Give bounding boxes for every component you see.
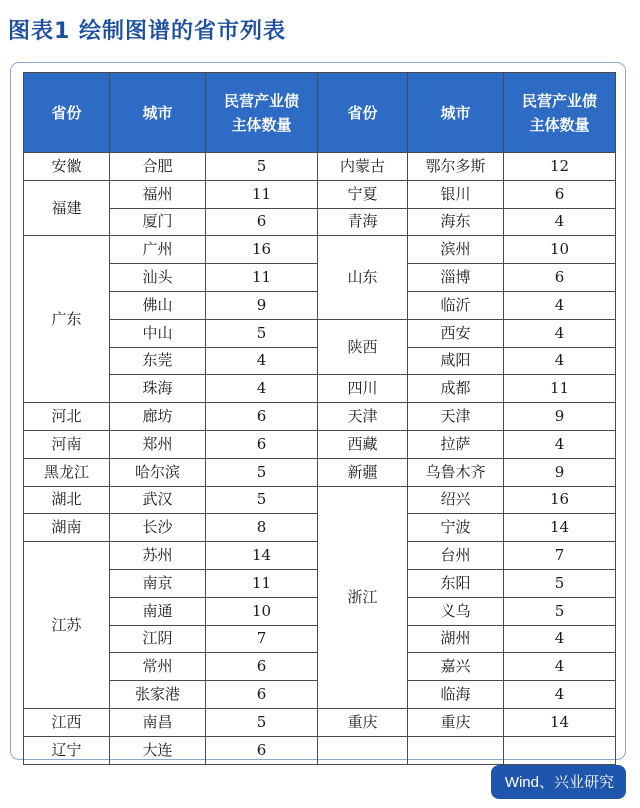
count-cell: 7	[504, 542, 616, 570]
province-cell: 宁夏	[318, 180, 408, 208]
province-cell: 山东	[318, 236, 408, 319]
city-cell: 拉萨	[408, 430, 504, 458]
header-province-right: 省份	[318, 73, 408, 153]
city-cell: 武汉	[110, 486, 206, 514]
city-cell: 西安	[408, 319, 504, 347]
figure-title: 图表1 绘制图谱的省市列表	[8, 19, 286, 44]
city-cell: 长沙	[110, 514, 206, 542]
count-cell: 6	[206, 736, 318, 764]
count-cell: 5	[206, 319, 318, 347]
province-cell: 浙江	[318, 486, 408, 708]
province-cell: 陕西	[318, 319, 408, 375]
count-cell: 7	[206, 625, 318, 653]
count-cell: 9	[504, 458, 616, 486]
province-cell: 天津	[318, 403, 408, 431]
source-label: Wind、兴业研究	[491, 765, 626, 799]
count-cell: 5	[206, 486, 318, 514]
city-cell: 南通	[110, 597, 206, 625]
count-cell: 11	[206, 180, 318, 208]
city-cell: 重庆	[408, 708, 504, 736]
count-cell: 5	[206, 458, 318, 486]
table-row	[24, 708, 616, 736]
count-cell: 4	[504, 208, 616, 236]
count-cell: 4	[504, 291, 616, 319]
province-cell: 江西	[24, 708, 110, 736]
count-cell: 12	[504, 153, 616, 181]
count-cell: 9	[206, 291, 318, 319]
table-row	[24, 180, 616, 208]
city-cell: 常州	[110, 653, 206, 681]
province-cell: 黑龙江	[24, 458, 110, 486]
city-cell: 郑州	[110, 430, 206, 458]
table-header-row	[24, 73, 616, 153]
count-cell: 10	[206, 597, 318, 625]
count-cell: 16	[504, 486, 616, 514]
count-cell: 5	[504, 569, 616, 597]
city-cell: 成都	[408, 375, 504, 403]
count-cell: 10	[504, 236, 616, 264]
count-cell: 4	[504, 625, 616, 653]
count-cell: 4	[206, 347, 318, 375]
province-cell	[318, 736, 408, 764]
city-cell: 台州	[408, 542, 504, 570]
count-cell: 6	[206, 653, 318, 681]
city-cell: 佛山	[110, 291, 206, 319]
table-row	[24, 319, 616, 347]
count-cell: 14	[206, 542, 318, 570]
city-cell: 滨州	[408, 236, 504, 264]
city-cell: 广州	[110, 236, 206, 264]
city-cell: 东阳	[408, 569, 504, 597]
city-cell: 汕头	[110, 264, 206, 292]
city-cell: 湖州	[408, 625, 504, 653]
table-row	[24, 736, 616, 764]
city-cell: 宁波	[408, 514, 504, 542]
city-cell: 绍兴	[408, 486, 504, 514]
count-cell: 14	[504, 514, 616, 542]
count-cell: 6	[206, 208, 318, 236]
header-count-left: 民营产业债主体数量	[206, 73, 318, 153]
province-cell: 湖北	[24, 486, 110, 514]
count-cell: 4	[504, 347, 616, 375]
province-cell: 内蒙古	[318, 153, 408, 181]
city-cell: 合肥	[110, 153, 206, 181]
table-row	[24, 153, 616, 181]
city-cell: 临沂	[408, 291, 504, 319]
city-cell: 江阴	[110, 625, 206, 653]
table-row	[24, 375, 616, 403]
count-cell: 4	[206, 375, 318, 403]
count-cell: 6	[206, 681, 318, 709]
province-cell: 湖南	[24, 514, 110, 542]
province-cell: 江苏	[24, 542, 110, 709]
province-cell: 福建	[24, 180, 110, 236]
city-cell: 厦门	[110, 208, 206, 236]
city-cell: 张家港	[110, 681, 206, 709]
count-cell: 11	[504, 375, 616, 403]
city-cell: 淄博	[408, 264, 504, 292]
city-cell: 南京	[110, 569, 206, 597]
city-cell: 乌鲁木齐	[408, 458, 504, 486]
province-cell: 西藏	[318, 430, 408, 458]
count-cell: 5	[206, 708, 318, 736]
count-cell: 4	[504, 653, 616, 681]
province-cell: 辽宁	[24, 736, 110, 764]
count-cell: 9	[504, 403, 616, 431]
city-cell: 银川	[408, 180, 504, 208]
province-cell: 河北	[24, 403, 110, 431]
count-cell: 11	[206, 264, 318, 292]
count-cell: 6	[504, 180, 616, 208]
province-cell: 青海	[318, 208, 408, 236]
city-cell: 义乌	[408, 597, 504, 625]
city-cell	[408, 736, 504, 764]
count-cell: 4	[504, 319, 616, 347]
count-cell: 4	[504, 681, 616, 709]
count-cell: 14	[504, 708, 616, 736]
count-cell: 6	[206, 403, 318, 431]
city-cell: 南昌	[110, 708, 206, 736]
city-cell: 苏州	[110, 542, 206, 570]
province-city-table	[23, 72, 616, 765]
city-cell: 廊坊	[110, 403, 206, 431]
header-province-left: 省份	[24, 73, 110, 153]
table-row	[24, 403, 616, 431]
count-cell	[504, 736, 616, 764]
province-cell: 广东	[24, 236, 110, 403]
header-count-right: 民营产业债主体数量	[504, 73, 616, 153]
province-cell: 四川	[318, 375, 408, 403]
city-cell: 临海	[408, 681, 504, 709]
count-cell: 16	[206, 236, 318, 264]
table-row	[24, 236, 616, 264]
city-cell: 福州	[110, 180, 206, 208]
header-city-left: 城市	[110, 73, 206, 153]
province-cell: 安徽	[24, 153, 110, 181]
header-city-right: 城市	[408, 73, 504, 153]
count-cell: 5	[206, 153, 318, 181]
table-row	[24, 430, 616, 458]
count-cell: 5	[504, 597, 616, 625]
city-cell: 海东	[408, 208, 504, 236]
city-cell: 哈尔滨	[110, 458, 206, 486]
table-row	[24, 458, 616, 486]
city-cell: 嘉兴	[408, 653, 504, 681]
city-cell: 咸阳	[408, 347, 504, 375]
count-cell: 6	[504, 264, 616, 292]
city-cell: 鄂尔多斯	[408, 153, 504, 181]
count-cell: 4	[504, 430, 616, 458]
city-cell: 珠海	[110, 375, 206, 403]
city-cell: 大连	[110, 736, 206, 764]
count-cell: 6	[206, 430, 318, 458]
count-cell: 8	[206, 514, 318, 542]
city-cell: 东莞	[110, 347, 206, 375]
table-row	[24, 486, 616, 514]
table-row	[24, 208, 616, 236]
province-cell: 河南	[24, 430, 110, 458]
province-cell: 重庆	[318, 708, 408, 736]
count-cell: 11	[206, 569, 318, 597]
table-body	[24, 153, 616, 765]
city-cell: 中山	[110, 319, 206, 347]
city-cell: 天津	[408, 403, 504, 431]
province-cell: 新疆	[318, 458, 408, 486]
